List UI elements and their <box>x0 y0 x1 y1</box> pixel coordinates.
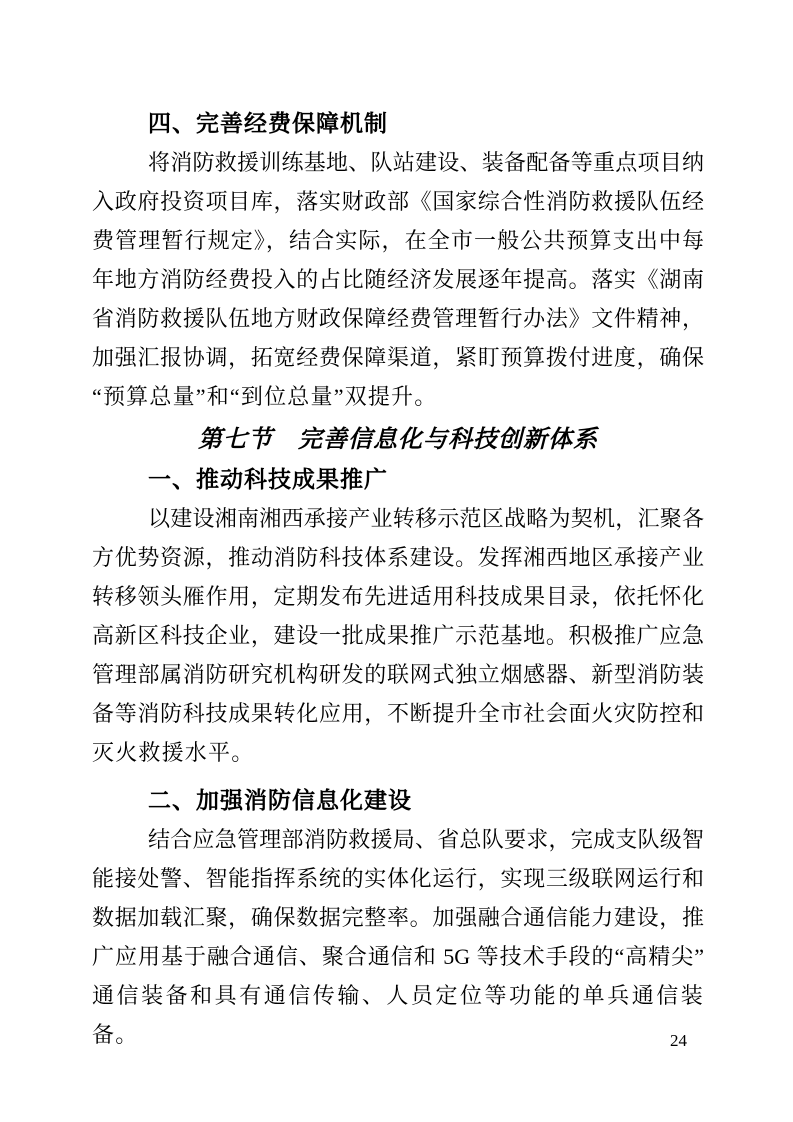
text-line: 转移领头雁作用，定期发布先进适用科技成果目录，依托怀化 <box>92 584 704 609</box>
paragraph-tech-promotion <box>92 499 704 772</box>
text-line: 管理部属消防研究机构研发的联网式独立烟感器、新型消防装 <box>92 662 704 687</box>
heading-informatization: 二、加强消防信息化建设 <box>148 787 412 813</box>
section-seven-title: 第七节 完善信息化与科技创新体系 <box>198 427 598 453</box>
text-line: 入政府投资项目库，落实财政部《国家综合性消防救援队伍经 <box>92 189 704 214</box>
page-content <box>92 104 704 1054</box>
text-line: 灭火救援水平。 <box>92 740 255 765</box>
text-line: 年地方消防经费投入的占比随经济发展逐年提高。落实《湖南 <box>92 267 704 292</box>
text-line: “预算总量”和“到位总量”双提升。 <box>92 384 438 409</box>
text-line: 通信装备和具有通信传输、人员定位等功能的单兵通信装备。 <box>92 983 704 1047</box>
text-line: 以建设湘南湘西承接产业转移示范区战略为契机，汇聚各 <box>148 506 704 531</box>
text-line: 能接处警、智能指挥系统的实体化运行，实现三级联网运行和 <box>92 866 704 891</box>
text-line: 备等消防科技成果转化应用，不断提升全市社会面火灾防控和 <box>92 701 704 726</box>
text-line: 高新区科技企业，建设一批成果推广示范基地。积极推广应急 <box>92 623 704 648</box>
text-line: 广应用基于融合通信、聚合通信和 5G 等技术手段的“高精尖” <box>92 944 704 969</box>
paragraph-funding <box>92 143 704 416</box>
text-line: 结合应急管理部消防救援局、省总队要求，完成支队级智 <box>148 827 704 852</box>
text-line: 将消防救援训练基地、队站建设、装备配备等重点项目纳 <box>148 150 704 175</box>
heading-funding-mechanism: 四、完善经费保障机制 <box>148 110 388 136</box>
page-number: 24 <box>670 1031 687 1050</box>
text-line: 数据加载汇聚，确保数据完整率。加强融合通信能力建设，推 <box>92 905 704 930</box>
text-line: 方优势资源，推动消防科技体系建设。发挥湘西地区承接产业 <box>92 545 704 570</box>
paragraph-informatization <box>92 820 704 1054</box>
text-line: 加强汇报协调，拓宽经费保障渠道，紧盯预算拨付进度，确保 <box>92 345 704 370</box>
text-line: 省消防救援队伍地方财政保障经费管理暂行办法》文件精神， <box>92 306 704 331</box>
text-line: 费管理暂行规定》，结合实际，在全市一般公共预算支出中每 <box>92 228 704 253</box>
heading-tech-promotion: 一、推动科技成果推广 <box>148 466 388 492</box>
